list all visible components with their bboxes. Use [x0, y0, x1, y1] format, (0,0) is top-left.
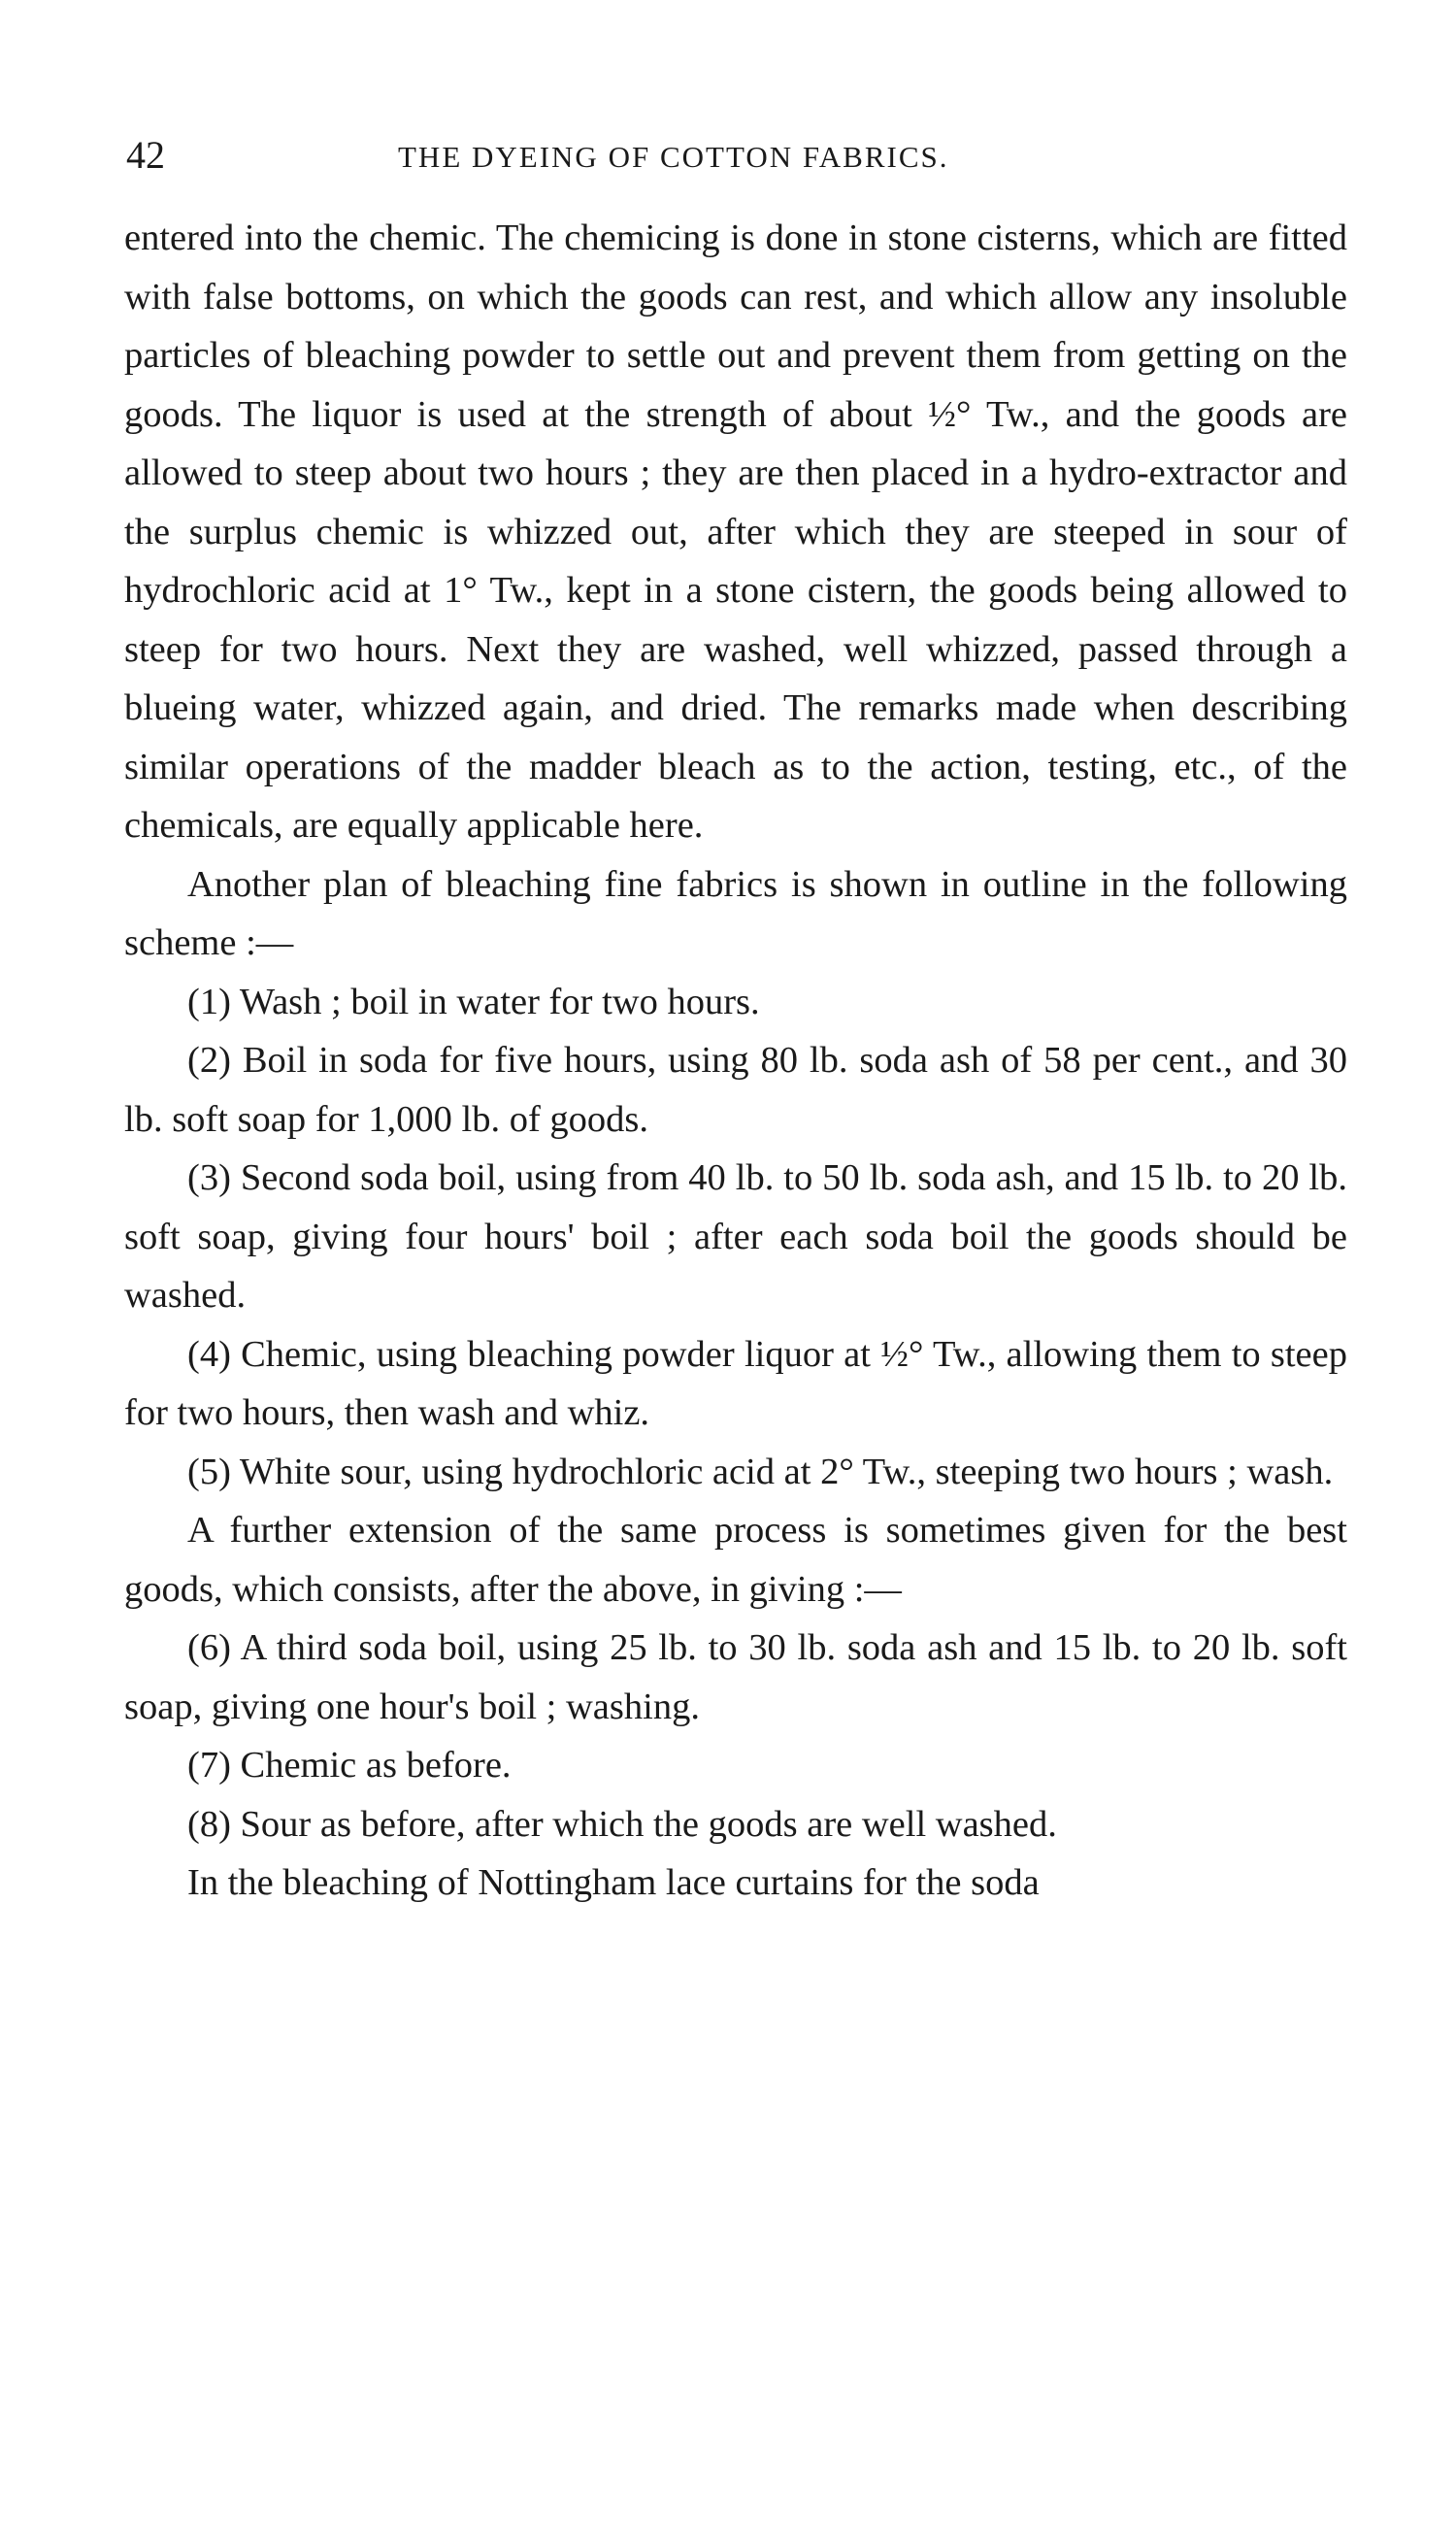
scheme-step-5: (5) White sour, using hydrochloric acid at 2° Tw., steeping two hours ; wash. — [187, 1451, 1334, 1492]
paragraph-another-plan: Another plan of bleaching fine fabrics is shown in outline in the following scheme :— — [124, 863, 1347, 963]
page-header — [126, 126, 1359, 184]
running-title: THE DYEING OF COTTON FABRICS. — [398, 140, 949, 174]
paragraph-continued: entered into the chemic. The chemicing is done in stone cisterns, which are fitted with false bottoms, on which the goods can rest, and which allow any insoluble particles of bleaching powder to settle out and prevent them from getting on the goods. The liquor is used at the strength of about ½° Tw., and the goods are allowed to steep about two hours ; they are then placed in a hydro-extractor and the surplus chemic is whizzed out, after which they are steeped in sour of hydrochloric acid at 1° Tw., kept in a stone cistern, the goods being allowed to steep for two hours. Next they are washed, well whizzed, passed through a blueing water, whizzed again, and dried. The remarks made when describing similar operations of the madder bleach as to the action, testing, etc., of the chemicals, are equally applicable here. — [124, 217, 1347, 846]
scheme-step-3: (3) Second soda boil, using from 40 lb. to 50 lb. soda ash, and 15 lb. to 20 lb. soft soap, giving four hours' boil ; after each soda boil the goods should be washed. — [124, 1157, 1347, 1316]
scheme-step-1: (1) Wash ; boil in water for two hours. — [187, 981, 760, 1022]
scheme-step-4: (4) Chemic, using bleaching powder liquor at ½° Tw., allowing them to steep for two hours, then wash and whiz. — [124, 1333, 1347, 1433]
scheme-step-2: (2) Boil in soda for five hours, using 80 lb. soda ash of 58 per cent., and 30 lb. soft soap for 1,000 lb. of goods. — [124, 1040, 1347, 1140]
paragraph-further-extension: A further extension of the same process is sometimes given for the best goods, which consists, after the above, in giving :— — [124, 1510, 1347, 1610]
body-text — [124, 209, 1347, 1913]
scheme-step-8: (8) Sour as before, after which the goods are well washed. — [187, 1803, 1057, 1845]
scheme-step-6: (6) A third soda boil, using 25 lb. to 30 lb. soda ash and 15 lb. to 20 lb. soft soap, giving one hour's boil ; washing. — [124, 1627, 1347, 1727]
page-number: 42 — [126, 133, 165, 177]
paragraph-nottingham-lace: In the bleaching of Nottingham lace curtains for the soda — [187, 1862, 1040, 1903]
scheme-step-7: (7) Chemic as before. — [187, 1745, 512, 1786]
